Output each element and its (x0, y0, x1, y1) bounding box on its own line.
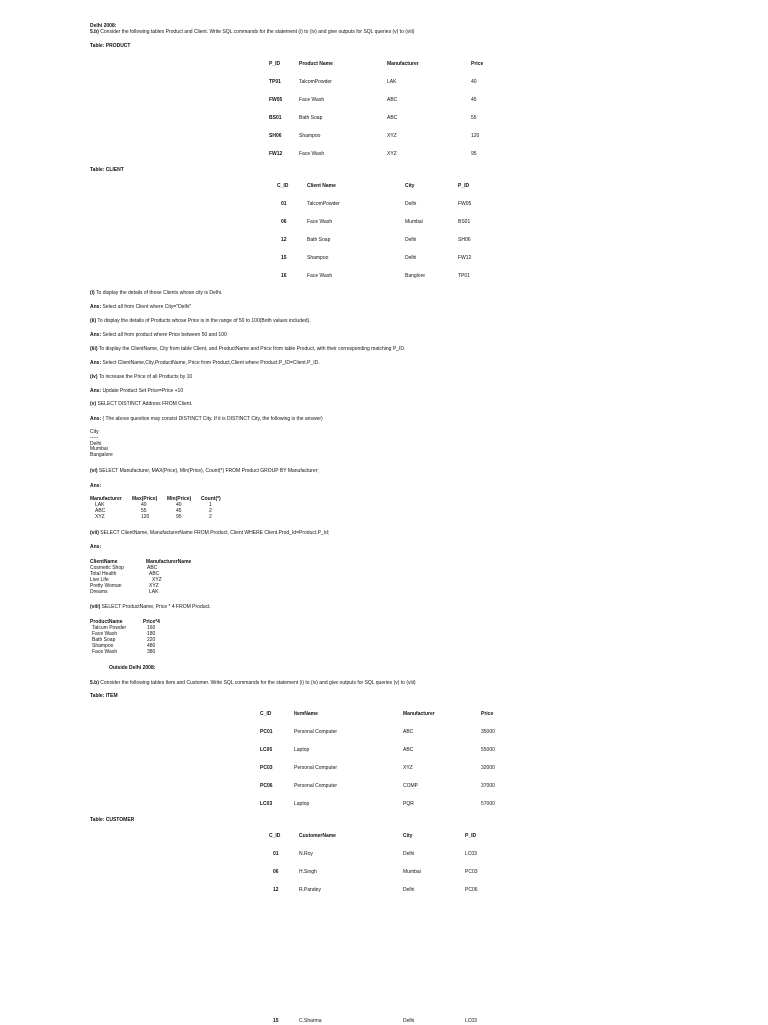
question-number: (viii) (90, 604, 101, 610)
table-cell: 55 (141, 508, 147, 514)
table-cell: XYZ (152, 577, 162, 583)
table-cell: SH06 (269, 133, 282, 139)
table-cell: Delhi (405, 237, 417, 243)
table-cell: C.Sharma (299, 1018, 322, 1024)
table-cell: Bath Soap (92, 637, 116, 643)
table-cell: 06 (273, 869, 279, 875)
table-cell: 2 (209, 508, 212, 514)
year-heading: Delhi 2008: (90, 23, 117, 29)
table-cell: Face Wash (299, 151, 325, 157)
table-cell: XYZ (387, 133, 397, 139)
table-cell: N.Roy (299, 851, 313, 857)
table-cell: 120 (141, 514, 150, 520)
question-viii (90, 605, 211, 611)
table-cell: Face Wash (92, 631, 118, 637)
question-number: (iv) (90, 374, 98, 380)
table-header: Price*4 (143, 619, 160, 625)
table-cell: ABC (147, 565, 158, 571)
table-header: Max(Price) (132, 496, 158, 502)
product-header-price: Price (471, 61, 484, 67)
question-i (90, 291, 222, 297)
table-cell: ABC (387, 115, 398, 121)
product-header-manufacturer: Manufacturer (387, 61, 419, 67)
question-text: Consider the following tables Item and Customer. Write SQL commands for the statement (i) to (iv) and give outputs for SQL queries (v) to (viii) (100, 680, 416, 686)
question-number: 5.b) (90, 29, 99, 35)
table-cell: Laptop (294, 747, 310, 753)
answer-label: Ans: (90, 332, 102, 338)
table-cell: Dreams (90, 589, 108, 595)
table-cell: ABC (403, 747, 414, 753)
table-cell: R.Pandey (299, 887, 321, 893)
table-cell: 32000 (481, 765, 495, 771)
section-heading: Outside Delhi 2008: (109, 665, 156, 671)
customer-header-city: City (403, 833, 413, 839)
question-number: (iii) (90, 346, 98, 352)
table-header: ManufacturerName (146, 559, 192, 565)
question-line (90, 681, 416, 687)
table-cell: Face Wash (307, 219, 333, 225)
table-cell: Delhi (405, 255, 417, 261)
answer-label: Ans: (90, 416, 102, 422)
table-cell: Personal Computer (294, 765, 338, 771)
question-number: (vii) (90, 530, 99, 536)
question-text: To display the details of Products whose Price is in the range of 50 to 100(Both values included). (97, 318, 311, 324)
table-cell: 01 (273, 851, 279, 857)
table-cell: 480 (147, 643, 156, 649)
question-text: SELECT DISTINCT Address FROM Client. (97, 401, 193, 407)
table-cell: 15 (273, 1018, 279, 1024)
table-cell: XYZ (387, 151, 397, 157)
table-header: Count(*) (201, 496, 221, 502)
table-cell: H.Singh (299, 869, 317, 875)
client-header-pid: P_ID (458, 183, 470, 189)
table-cell: Personal Computer (294, 783, 338, 789)
question-number: (v) (90, 401, 97, 407)
answer-iv (90, 389, 183, 395)
table-cell: BS01 (269, 115, 282, 121)
question-text: Consider the following tables Product and Client. Write SQL commands for the statement (i) to (iv) and give outputs for SQL queries (v) to (viii) (100, 29, 415, 35)
table-cell: PQR (403, 801, 414, 807)
table-cell: PC03 (260, 765, 273, 771)
table-cell: FW05 (269, 97, 283, 103)
table-cell: LAK (95, 502, 105, 508)
question-text: SELECT ClientName, ManufacturerName FROM Product, Client WHERE Client.Prod_Id=Product.P_Id; (100, 530, 330, 536)
table-cell: 06 (281, 219, 287, 225)
city-output: City ----- Delhi Mumbai Bangalore (90, 429, 113, 458)
table-header: ClientName (90, 559, 118, 565)
table-cell: FW12 (269, 151, 283, 157)
table-cell: TP01 (269, 79, 281, 85)
table-cell: 12 (281, 237, 287, 243)
table-cell: TalcomPowder (307, 201, 340, 207)
client-header-cid: C_ID (277, 183, 289, 189)
table-cell: Mumbai (403, 869, 421, 875)
table-cell: XYZ (95, 514, 105, 520)
answer-text: Select ClientName,City,ProductName, Price from Product,Client where Product.P_ID=Client.P_ID. (102, 360, 320, 366)
table-cell: 2 (209, 514, 212, 520)
item-header-price: Price (481, 711, 494, 717)
item-table-caption: Table: ITEM (90, 693, 118, 699)
answer-label: Ans: (90, 388, 102, 394)
question-vi (90, 469, 319, 475)
answer-label: Ans: (90, 304, 102, 310)
table-cell: ABC (387, 97, 398, 103)
client-table-caption: Table: CLIENT (90, 167, 124, 173)
answer-text: ( The above question may consist DISTINCT City. If it is DISTINCT City, the following is the answer) (102, 416, 323, 422)
table-cell: 37000 (481, 783, 495, 789)
table-cell: Face Wash (92, 649, 118, 655)
table-cell: LAK (149, 589, 159, 595)
table-cell: 40 (471, 79, 477, 85)
question-text: SELECT ProductName, Price * 4 FROM Product. (101, 604, 211, 610)
question-text: To display the ClientName, City from table Client, and ProductName and Price from table Product, with their corresponding matching P_ID. (98, 346, 406, 352)
table-cell: Delhi (403, 851, 415, 857)
table-cell: Delhi (403, 887, 415, 893)
table-cell: ABC (403, 729, 414, 735)
table-cell: XYZ (149, 583, 159, 589)
question-number: (vi) (90, 468, 98, 474)
table-cell: 55 (471, 115, 477, 121)
table-cell: Delhi (405, 201, 417, 207)
table-cell: PC06 (260, 783, 273, 789)
question-text: To display the details of those Clients whose city is Delhi. (96, 290, 223, 296)
item-header-cid: C_ID (260, 711, 272, 717)
table-cell: 57000 (481, 801, 495, 807)
table-cell: Personal Computer (294, 729, 338, 735)
table-header: ProductName (90, 619, 123, 625)
table-cell: 01 (281, 201, 287, 207)
table-cell: Shampoo (92, 643, 114, 649)
table-cell: 45 (471, 97, 477, 103)
table-cell: Total Health (90, 571, 117, 577)
table-cell: FW05 (458, 201, 472, 207)
table-header: Min(Price) (167, 496, 192, 502)
answer-ii (90, 333, 227, 339)
table-cell: SH06 (458, 237, 471, 243)
table-cell: BS01 (458, 219, 471, 225)
customer-header-pid: P_ID (465, 833, 477, 839)
answer-text: Update Product Set Price=Price +10 (102, 388, 184, 394)
table-cell: Laptop (294, 801, 310, 807)
table-cell: Live Life (90, 577, 109, 583)
table-cell: Shampoo (299, 133, 321, 139)
table-cell: Cosmetic Shop (90, 565, 124, 571)
item-header-name: ItemName (294, 711, 318, 717)
table-cell: 120 (471, 133, 480, 139)
question-iv (90, 375, 192, 381)
client-header-name: Client Name (307, 183, 336, 189)
table-cell: LAK (387, 79, 397, 85)
table-cell: 45 (176, 508, 182, 514)
question-iii (90, 347, 405, 353)
item-header-manufacturer: Manufacturer (403, 711, 435, 717)
table-cell: 16 (281, 273, 287, 279)
table-cell: LC05 (260, 747, 273, 753)
question-number: (ii) (90, 318, 97, 324)
table-cell: FW12 (458, 255, 472, 261)
answer-label: Ans: (90, 544, 102, 550)
answer-i (90, 305, 191, 311)
table-cell: 160 (147, 625, 156, 631)
client-header-city: City (405, 183, 415, 189)
table-cell: TP01 (458, 273, 470, 279)
table-cell: 95 (176, 514, 182, 520)
answer-text: Select all from product where Price between 50 and 100 (102, 332, 227, 338)
table-cell: Bath Soap (299, 115, 323, 121)
question-text: SELECT Manufacturer, MAX(Price), Min(Price), Count(*) FROM Product GROUP BY Manufacturer; (98, 468, 319, 474)
table-cell: TalcomPowder (299, 79, 332, 85)
table-cell: Bath Soap (307, 237, 331, 243)
customer-header-name: CustomerName (299, 833, 336, 839)
product-table-caption: Table: PRODUCT (90, 43, 131, 49)
question-v (90, 402, 192, 408)
table-cell: 380 (147, 649, 156, 655)
answer-label: Ans: (90, 360, 102, 366)
answer-text: Select all from Client where City="Delhi" (102, 304, 192, 310)
answer-v (90, 417, 323, 423)
customer-table-caption: Table: CUSTOMER (90, 817, 135, 823)
table-cell: XYZ (403, 765, 413, 771)
question-number: (i) (90, 290, 95, 296)
table-cell: ABC (95, 508, 106, 514)
table-cell: 220 (147, 637, 156, 643)
table-cell: PC03 (465, 869, 478, 875)
table-cell: ABC (149, 571, 160, 577)
table-cell: COMP (403, 783, 418, 789)
table-cell: 180 (147, 631, 156, 637)
question-ii (90, 319, 311, 325)
answer-iii (90, 361, 320, 367)
question-number: 5.b) (90, 680, 99, 686)
table-cell: Face Wash (299, 97, 325, 103)
question-vii (90, 531, 329, 537)
table-cell: 1 (209, 502, 212, 508)
table-cell: 35000 (481, 729, 495, 735)
table-cell: 12 (273, 887, 279, 893)
question-line (90, 30, 414, 36)
table-cell: LC03 (260, 801, 273, 807)
table-cell: PC01 (260, 729, 273, 735)
table-cell: Face Wash (307, 273, 333, 279)
product-header-pid: P_ID (269, 61, 281, 67)
table-header: Manufacturer (90, 496, 122, 502)
table-cell: Talcum Powder (92, 625, 127, 631)
question-text: To increase the Price of all Products by 10 (98, 374, 193, 380)
table-cell: Delhi (403, 1018, 415, 1024)
answer-label: Ans: (90, 483, 102, 489)
table-cell: 40 (141, 502, 147, 508)
table-cell: PC06 (465, 887, 478, 893)
table-cell: 40 (176, 502, 182, 508)
table-cell: 95 (471, 151, 477, 157)
customer-header-cid: C_ID (269, 833, 281, 839)
table-cell: Shampoo (307, 255, 329, 261)
table-cell: 55000 (481, 747, 495, 753)
table-cell: Mumbai (405, 219, 423, 225)
table-cell: LC03 (465, 1018, 477, 1024)
table-cell: Banglore (405, 273, 426, 279)
product-header-name: Product Name (299, 61, 333, 67)
table-cell: LC03 (465, 851, 477, 857)
table-cell: 15 (281, 255, 287, 261)
table-cell: Pretty Woman (90, 583, 122, 589)
